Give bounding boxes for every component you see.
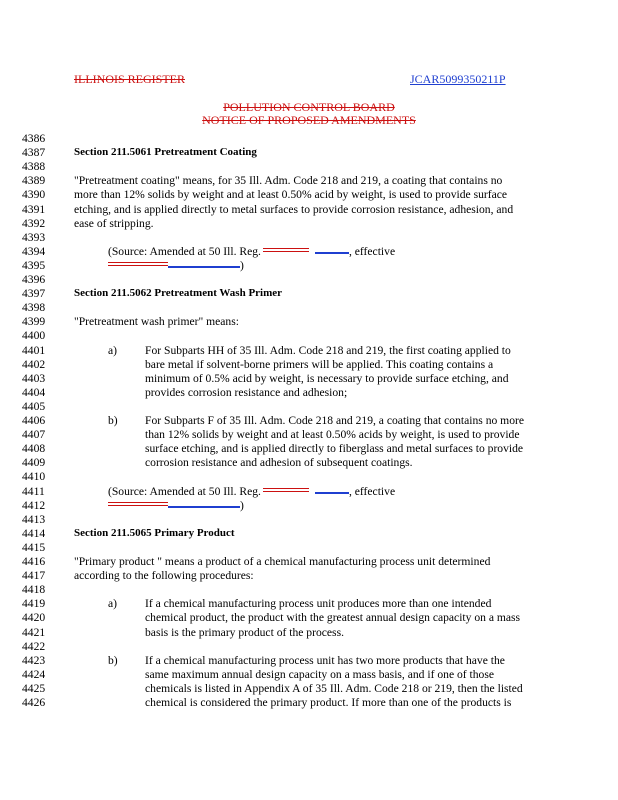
line-number: 4408: [22, 442, 46, 456]
line-number: 4423: [22, 653, 46, 667]
text-line: b): [108, 414, 118, 427]
inserted-blank: [315, 492, 349, 494]
document-line: [0, 428, 618, 442]
source-effective: , effective: [348, 244, 396, 258]
document-line: [0, 470, 618, 484]
text-line: corrosion resistance and adhesion of subsequent coatings.: [145, 456, 413, 470]
text-line: For Subparts HH of 35 Ill. Adm. Code 218 and 219, the first coating applied to: [145, 343, 511, 357]
line-number: 4397: [22, 287, 46, 301]
line-number: 4422: [22, 639, 46, 653]
text-line: more than 12% solids by weight and at least 0.50% acid by weight, is used to provide surface: [74, 188, 508, 202]
text-line: provides corrosion resistance and adhesion;: [145, 385, 348, 399]
document-line: [0, 329, 618, 343]
text-line: ease of stripping.: [74, 216, 154, 230]
text-line: basis is the primary product of the process.: [145, 625, 344, 639]
text-line: a): [108, 343, 118, 357]
document-line: [0, 400, 618, 414]
document-line: [0, 146, 618, 160]
line-number: 4418: [22, 583, 46, 597]
document-line: [0, 485, 618, 499]
text-line: according to the following procedures:: [74, 569, 254, 583]
text-line: than 12% solids by weight and at least 0.50% acids by weight, is used to provide: [145, 428, 520, 442]
line-number: 4387: [22, 146, 46, 160]
document-line: [0, 301, 618, 315]
document-line: [0, 245, 618, 259]
source-date-blank: [108, 259, 244, 273]
line-number: 4415: [22, 540, 46, 554]
text-line: chemicals is listed in Appendix A of 35 Ill. Adm. Code 218 or 219, then the listed: [145, 681, 523, 695]
line-number: 4401: [22, 343, 46, 357]
document-line: [0, 682, 618, 696]
document-line: [0, 358, 618, 372]
source-close: ): [240, 258, 244, 272]
document-line: [0, 203, 618, 217]
text-line: bare metal if solvent-borne primers will be applied. This coating contains a: [145, 357, 494, 371]
document-line: [0, 231, 618, 245]
inserted-blank: [168, 506, 240, 508]
line-number: 4386: [22, 132, 46, 145]
line-number: 4419: [22, 597, 46, 611]
line-number: 4420: [22, 611, 46, 625]
document-line: [0, 611, 618, 625]
document-line: [0, 569, 618, 583]
line-number: 4405: [22, 399, 46, 413]
inserted-blank: [168, 266, 240, 268]
text-line: "Pretreatment coating" means, for 35 Ill. Adm. Code 218 and 219, a coating that contains no: [74, 174, 503, 188]
line-number: 4406: [22, 414, 46, 427]
text-line: chemical product, the product with the greatest annual design capacity on a mass: [145, 611, 521, 625]
document-line: [0, 160, 618, 174]
text-line: chemical is considered the primary product. If more than one of the products is: [145, 696, 512, 709]
line-number: 4394: [22, 244, 46, 258]
line-number: 4399: [22, 315, 46, 329]
line-number: 4403: [22, 371, 46, 385]
source-prefix: (Source: Amended at 50 Ill. Reg.: [108, 244, 261, 258]
document-line: [0, 259, 618, 273]
source-effective: , effective: [348, 484, 396, 498]
header-notice: NOTICE OF PROPOSED AMENDMENTS: [202, 113, 416, 127]
header-document-id[interactable]: JCAR5099350211P: [410, 72, 506, 86]
line-number: 4390: [22, 188, 46, 202]
document-line: [0, 583, 618, 597]
line-number: 4398: [22, 301, 46, 315]
document-line: [0, 626, 618, 640]
source-prefix: (Source: Amended at 50 Ill. Reg.: [108, 484, 261, 498]
line-number: 4417: [22, 569, 46, 583]
section-heading: Section 211.5061 Pretreatment Coating: [74, 146, 257, 159]
document-line: [0, 315, 618, 329]
deleted-blank: [108, 502, 168, 506]
document-line: [0, 654, 618, 668]
section-heading: Section 211.5065 Primary Product: [74, 526, 235, 539]
text-line: same maximum annual design capacity on a mass basis, and if one of those: [145, 667, 495, 681]
text-line: b): [108, 653, 118, 667]
line-number: 4396: [22, 273, 46, 286]
document-line: [0, 696, 618, 710]
document-line: [0, 640, 618, 654]
document-line: [0, 541, 618, 555]
line-number: 4425: [22, 681, 46, 695]
line-number: 4388: [22, 160, 46, 174]
text-line: a): [108, 597, 118, 611]
text-line: "Primary product " means a product of a chemical manufacturing process unit determined: [74, 555, 491, 568]
line-number: 4410: [22, 470, 46, 484]
line-number: 4391: [22, 202, 46, 216]
source-date-blank: [108, 499, 244, 513]
text-line: If a chemical manufacturing process unit has two more products that have the: [145, 653, 505, 667]
line-number: 4413: [22, 512, 46, 526]
source-close: ): [240, 498, 244, 512]
document-line: [0, 668, 618, 682]
document-line: [0, 188, 618, 202]
document-line: [0, 344, 618, 358]
text-line: If a chemical manufacturing process unit produces more than one intended: [145, 597, 492, 611]
line-number: 4400: [22, 329, 46, 343]
deleted-blank: [263, 248, 309, 252]
line-number: 4393: [22, 230, 46, 244]
line-number: 4412: [22, 498, 46, 512]
document-line: [0, 456, 618, 470]
section-heading: Section 211.5062 Pretreatment Wash Primer: [74, 287, 283, 300]
line-number: 4389: [22, 174, 46, 188]
line-number: 4404: [22, 385, 46, 399]
document-line: [0, 414, 618, 428]
inserted-blank: [315, 252, 349, 254]
document-line: [0, 442, 618, 456]
deleted-blank: [108, 262, 168, 266]
document-line: [0, 174, 618, 188]
text-line: minimum of 0.5% acid by weight, is necessary to provide surface etching, and: [145, 371, 509, 385]
source-note: [108, 245, 395, 259]
line-number: 4416: [22, 555, 46, 568]
line-number: 4395: [22, 258, 46, 272]
document-line: [0, 597, 618, 611]
document-line: [0, 513, 618, 527]
document-line: [0, 287, 618, 301]
line-number: 4424: [22, 667, 46, 681]
line-number: 4421: [22, 625, 46, 639]
document-line: [0, 555, 618, 569]
text-line: surface etching, and is applied directly to fiberglass and metal surfaces to provide: [145, 442, 524, 456]
line-number: 4402: [22, 357, 46, 371]
deleted-blank: [263, 488, 309, 492]
document-line: [0, 527, 618, 541]
document-line: [0, 273, 618, 287]
line-number: 4414: [22, 526, 46, 540]
document-line: [0, 499, 618, 513]
text-line: "Pretreatment wash primer" means:: [74, 315, 239, 329]
text-line: For Subparts F of 35 Ill. Adm. Code 218 and 219, a coating that contains no more: [145, 414, 525, 427]
document-line: [0, 217, 618, 231]
line-number: 4426: [22, 696, 46, 709]
header-illinois-register: ILLINOIS REGISTER: [74, 72, 185, 86]
line-number: 4411: [22, 484, 45, 498]
document-line: [0, 386, 618, 400]
line-number: 4407: [22, 428, 46, 442]
document-line: [0, 132, 618, 146]
source-note: [108, 485, 395, 499]
document-line: [0, 372, 618, 386]
line-number: 4392: [22, 216, 46, 230]
text-line: etching, and is applied directly to metal surfaces to provide corrosion resistance, adhesion, and: [74, 202, 514, 216]
header-board: POLLUTION CONTROL BOARD: [223, 100, 395, 114]
line-number: 4409: [22, 456, 46, 470]
